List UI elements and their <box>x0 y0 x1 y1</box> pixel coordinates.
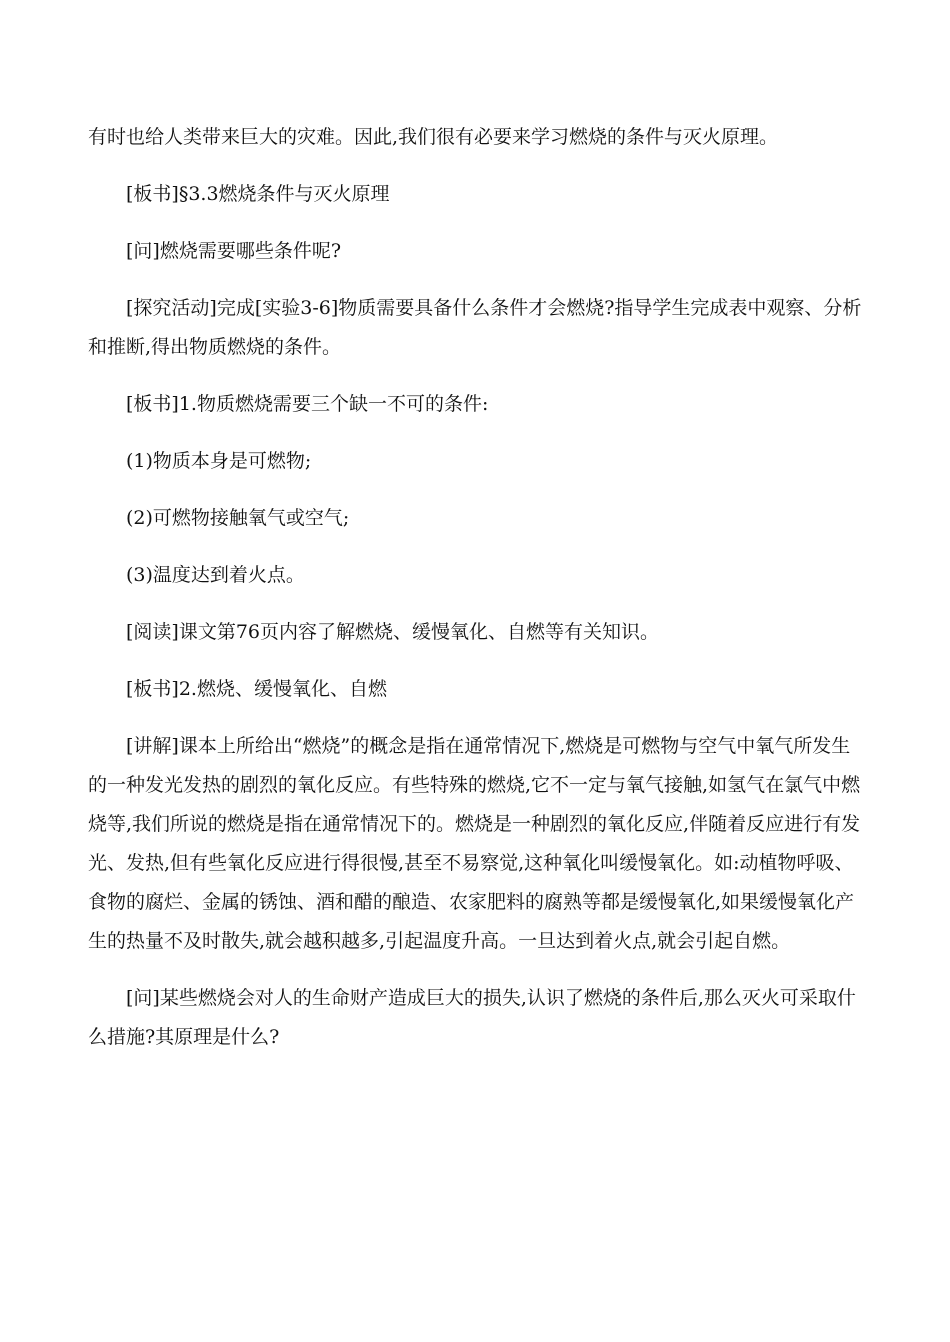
paragraph-question-extinguish: [问]某些燃烧会对人的生命财产造成巨大的损失,认识了燃烧的条件后,那么灭火可采取什么措施?其原理是什么? <box>88 987 856 1048</box>
paragraph-board-conditions: [板书]1.物质燃烧需要三个缺一不可的条件: <box>126 393 489 415</box>
paragraph-intro-continuation: 有时也给人类带来巨大的灾难。因此,我们很有必要来学习燃烧的条件与灭火原理。 <box>88 126 779 148</box>
paragraph-inquiry-activity: [探究活动]完成[实验3-6]物质需要具备什么条件才会燃烧?指导学生完成表中观察、分析和推断,得出物质燃烧的条件。 <box>88 297 862 358</box>
document-body <box>88 118 864 1057</box>
paragraph-reading: [阅读]课文第76页内容了解燃烧、缓慢氧化、自燃等有关知识。 <box>126 621 660 643</box>
paragraph-condition-1: (1)物质本身是可燃物; <box>126 450 312 472</box>
paragraph-board-combustion: [板书]2.燃烧、缓慢氧化、自燃 <box>126 678 387 700</box>
paragraph-condition-3: (3)温度达到着火点。 <box>126 564 305 586</box>
paragraph-condition-2: (2)可燃物接触氧气或空气; <box>126 507 350 529</box>
paragraph-board-title: [板书]§3.3燃烧条件与灭火原理 <box>126 183 390 205</box>
paragraph-explanation: [讲解]课本上所给出“燃烧”的概念是指在通常情况下,燃烧是可燃物与空气中氧气所发生的一种发光发热的剧烈的氧化反应。有些特殊的燃烧,它不一定与氧气接触,如氢气在氯气中燃烧等,我们所说的燃烧是指在通常情况下的。燃烧是一种剧烈的氧化反应,伴随着反应进行有发光、发热,但有些氧化反应进行得很慢,甚至不易察觉,这种氧化叫缓慢氧化。如:动植物呼吸、食物的腐烂、金属的锈蚀、酒和醋的酿造、农家肥料的腐熟等都是缓慢氧化,如果缓慢氧化产生的热量不及时散失,就会越积越多,引起温度升高。一旦达到着火点,就会引起自燃。 <box>88 735 861 952</box>
paragraph-question-conditions: [问]燃烧需要哪些条件呢? <box>126 240 342 262</box>
